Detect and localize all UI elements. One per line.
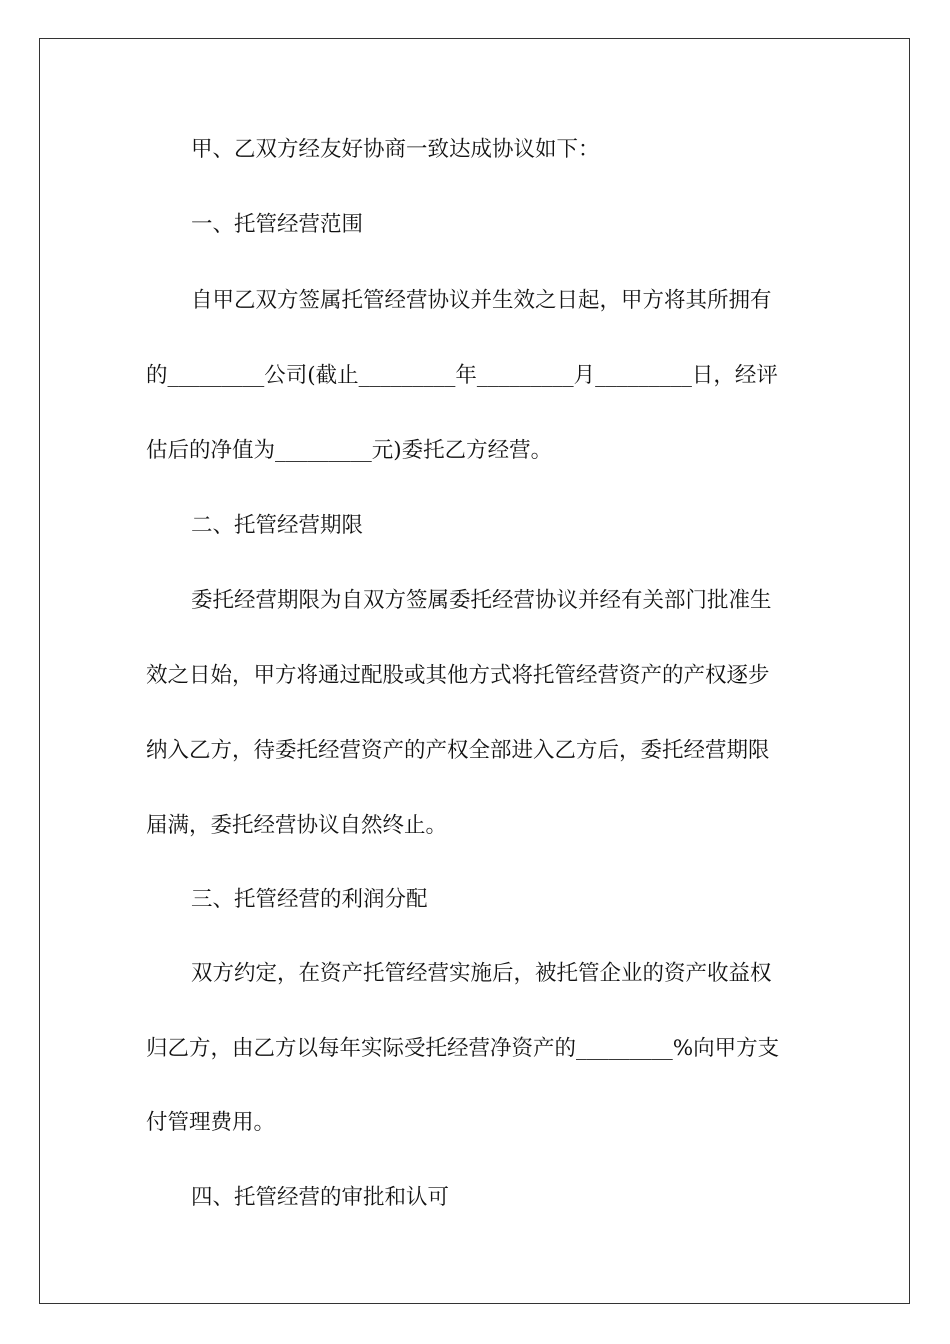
paragraph-line: 双方约定，在资产托管经营实施后，被托管企业的资产收益权 (191, 961, 772, 986)
paragraph-line: 估后的净值为_________元)委托乙方经营。 (146, 438, 553, 463)
paragraph-line: 归乙方，由乙方以每年实际受托经营净资产的_________%向甲方支 (146, 1036, 780, 1061)
document-page (39, 38, 910, 1304)
paragraph-line: 委托经营期限为自双方签属委托经营协议并经有关部门批准生 (191, 588, 772, 613)
paragraph-line: 届满，委托经营协议自然终止。 (146, 813, 448, 838)
intro-paragraph: 甲、乙双方经友好协商一致达成协议如下： (191, 137, 600, 162)
paragraph-line: 效之日始，甲方将通过配股或其他方式将托管经营资产的产权逐步 (146, 663, 770, 688)
paragraph-line: 自甲乙双方签属托管经营协议并生效之日起，甲方将其所拥有 (191, 288, 772, 313)
section-heading-1: 一、托管经营范围 (191, 212, 364, 237)
paragraph-line: 付管理费用。 (146, 1110, 276, 1135)
paragraph-line: 纳入乙方，待委托经营资产的产权全部进入乙方后，委托经营期限 (146, 738, 770, 763)
paragraph-line: 的_________公司(截止_________年_________月_________日，经评 (146, 363, 778, 388)
section-heading-4: 四、托管经营的审批和认可 (191, 1185, 450, 1210)
section-heading-3: 三、托管经营的利润分配 (191, 887, 428, 912)
section-heading-2: 二、托管经营期限 (191, 513, 364, 538)
